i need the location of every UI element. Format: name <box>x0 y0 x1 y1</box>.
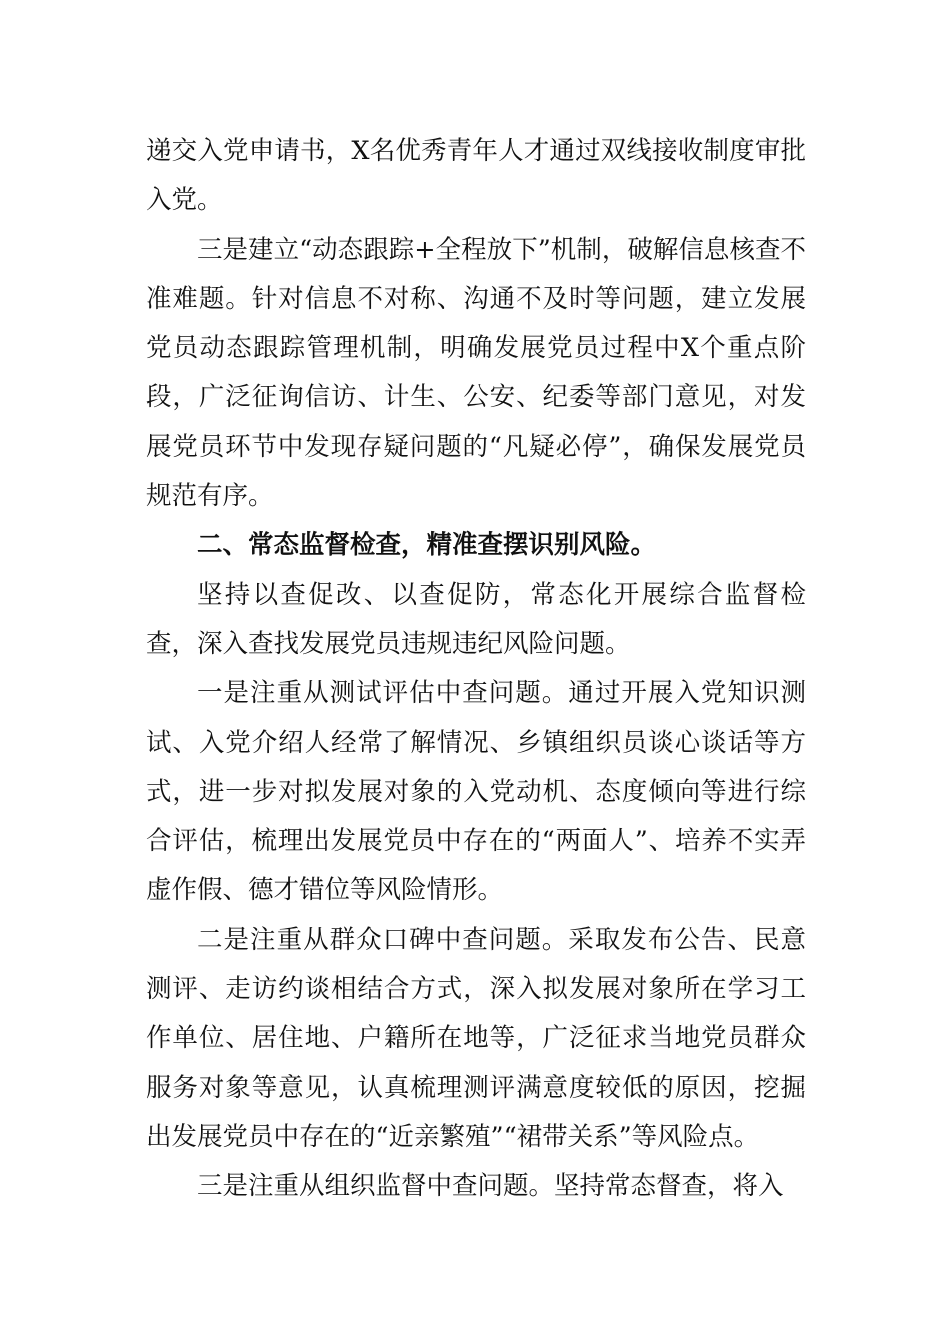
paragraph-organization-supervision: 三是注重从组织监督中查问题。坚持常态督查，将入 <box>197 1171 784 1202</box>
paragraph-testing-evaluation: 一是注重从测试评估中查问题。通过开展入党知识测试、入党介绍人经常了解情况、乡镇组织员谈心谈话等方式，进一步对拟发展对象的入党动机、态度倾向等进行综合评估，梳理出发展党员中存在的“两面人”、培养不实弄虚作假、德才错位等风险情形。 <box>146 678 806 906</box>
paragraph-continued: 递交入党申请书，X名优秀青年人才通过双线接收制度审批入党。 <box>146 136 806 216</box>
paragraph-dynamic-tracking: 三是建立“动态跟踪+全程放下”机制，破解信息核查不准难题。针对信息不对称、沟通不及时等问题，建立发展党员动态跟踪管理机制，明确发展党员过程中X个重点阶段，广泛征询信访、计生、公安、纪委等部门意见，对发展党员环节中发现存疑问题的“凡疑必停”，确保发展党员规范有序。 <box>146 234 806 512</box>
document-body <box>146 127 806 1212</box>
paragraph-supervision-intro: 坚持以查促改、以查促防，常态化开展综合监督检查，深入查找发展党员违规违纪风险问题。 <box>146 579 806 659</box>
paragraph-public-reputation: 二是注重从群众口碑中查问题。采取发布公告、民意测评、走访约谈相结合方式，深入拟发展对象所在学习工作单位、居住地、户籍所在地等，广泛征求当地党员群众服务对象等意见，认真梳理测评满意度较低的原因，挖掘出发展党员中存在的“近亲繁殖”“裙带关系”等风险点。 <box>146 924 806 1152</box>
section-heading-supervision: 二、常态监督检查，精准查摆识别风险。 <box>197 530 657 561</box>
